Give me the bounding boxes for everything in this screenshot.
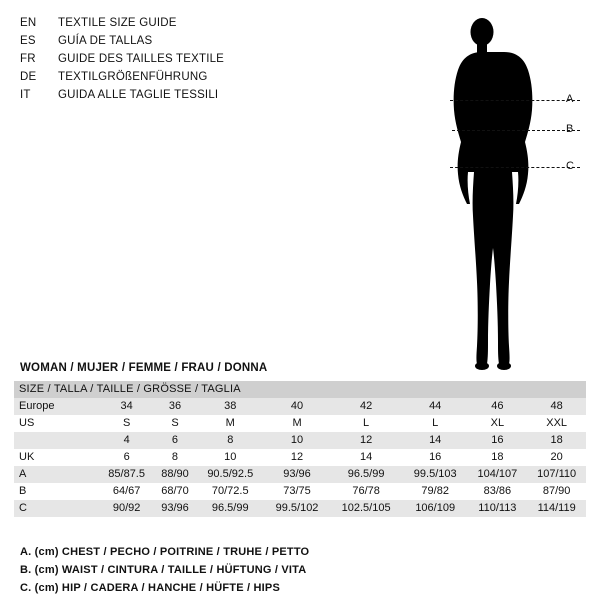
section-caption-woman: WOMAN / MUJER / FEMME / FRAU / DONNA <box>20 362 268 374</box>
table-row <box>14 500 586 517</box>
measure-line-waist <box>452 130 580 131</box>
cell: 8 <box>196 432 265 449</box>
cell: 102.5/105 <box>329 500 403 517</box>
cell: 64/67 <box>99 483 154 500</box>
measure-label-b: B <box>566 123 574 135</box>
cell: 114/119 <box>527 500 586 517</box>
cell: 6 <box>99 449 154 466</box>
cell: 107/110 <box>527 466 586 483</box>
row-label-c: C <box>14 500 99 517</box>
cell: 70/72.5 <box>196 483 265 500</box>
cell: XL <box>467 415 527 432</box>
table-row <box>14 432 586 449</box>
cell: 83/86 <box>467 483 527 500</box>
language-title-it: GUIDA ALLE TAGLIE TESSILI <box>58 89 219 101</box>
cell: 79/82 <box>403 483 467 500</box>
cell: 36 <box>154 398 195 415</box>
language-row-de <box>20 71 320 89</box>
cell: 90.5/92.5 <box>196 466 265 483</box>
cell: 14 <box>403 432 467 449</box>
cell: 76/78 <box>329 483 403 500</box>
cell: M <box>196 415 265 432</box>
cell: 88/90 <box>154 466 195 483</box>
cell: S <box>99 415 154 432</box>
row-label-uk: UK <box>14 449 99 466</box>
cell: 10 <box>265 432 329 449</box>
size-table <box>14 381 586 517</box>
measure-line-chest <box>450 100 580 101</box>
cell: 93/96 <box>154 500 195 517</box>
cell: 40 <box>265 398 329 415</box>
cell: 18 <box>527 432 586 449</box>
language-code-fr: FR <box>20 53 36 65</box>
table-row <box>14 483 586 500</box>
language-heading-block <box>20 17 320 107</box>
cell: 48 <box>527 398 586 415</box>
measure-label-c: C <box>566 160 574 172</box>
cell: 44 <box>403 398 467 415</box>
language-code-es: ES <box>20 35 36 47</box>
cell: L <box>329 415 403 432</box>
cell: 90/92 <box>99 500 154 517</box>
table-row <box>14 398 586 415</box>
cell: XXL <box>527 415 586 432</box>
footnote-b: B. (cm) WAIST / CINTURA / TAILLE / HÜFTUNG / VITA <box>20 564 307 576</box>
cell: 12 <box>329 432 403 449</box>
cell: 4 <box>99 432 154 449</box>
measure-label-a: A <box>566 93 574 105</box>
language-code-en: EN <box>20 17 37 29</box>
cell: 96.5/99 <box>329 466 403 483</box>
cell: 16 <box>467 432 527 449</box>
cell: 46 <box>467 398 527 415</box>
language-title-de: TEXTILGRÖßENFÜHRUNG <box>58 71 208 83</box>
table-row <box>14 415 586 432</box>
measure-line-hip <box>450 167 580 168</box>
table-header-label: SIZE / TALLA / TAILLE / GRÖSSE / TAGLIA <box>14 381 586 398</box>
female-body-silhouette-icon <box>420 10 590 370</box>
language-title-fr: GUIDE DES TAILLES TEXTILE <box>58 53 225 65</box>
row-label-b: B <box>14 483 99 500</box>
cell: 18 <box>467 449 527 466</box>
cell: 104/107 <box>467 466 527 483</box>
cell: 99.5/102 <box>265 500 329 517</box>
language-row-en <box>20 17 320 35</box>
cell: 10 <box>196 449 265 466</box>
language-title-es: GUÍA DE TALLAS <box>58 35 153 47</box>
table-row <box>14 449 586 466</box>
language-title-en: TEXTILE SIZE GUIDE <box>58 17 177 29</box>
language-row-es <box>20 35 320 53</box>
cell: 73/75 <box>265 483 329 500</box>
row-label-europe: Europe <box>14 398 99 415</box>
cell: 85/87.5 <box>99 466 154 483</box>
language-row-fr <box>20 53 320 71</box>
row-label-us: US <box>14 415 99 432</box>
cell: 34 <box>99 398 154 415</box>
footnote-c: C. (cm) HIP / CADERA / HANCHE / HÜFTE / HIPS <box>20 582 280 594</box>
footnotes <box>20 543 309 597</box>
language-code-it: IT <box>20 89 31 101</box>
cell: 93/96 <box>265 466 329 483</box>
cell: 8 <box>154 449 195 466</box>
figure-area <box>420 10 590 370</box>
language-row-it <box>20 89 320 107</box>
cell: 110/113 <box>467 500 527 517</box>
cell: 87/90 <box>527 483 586 500</box>
table-row-header <box>14 381 586 398</box>
table-row <box>14 466 586 483</box>
cell: 14 <box>329 449 403 466</box>
cell: 12 <box>265 449 329 466</box>
cell: 106/109 <box>403 500 467 517</box>
language-code-de: DE <box>20 71 37 83</box>
cell: 16 <box>403 449 467 466</box>
cell: 68/70 <box>154 483 195 500</box>
row-label-us-numeric <box>14 432 99 449</box>
cell: 38 <box>196 398 265 415</box>
cell: L <box>403 415 467 432</box>
row-label-a: A <box>14 466 99 483</box>
cell: 6 <box>154 432 195 449</box>
cell: 20 <box>527 449 586 466</box>
cell: 99.5/103 <box>403 466 467 483</box>
cell: 96.5/99 <box>196 500 265 517</box>
cell: M <box>265 415 329 432</box>
cell: S <box>154 415 195 432</box>
footnote-a: A. (cm) CHEST / PECHO / POITRINE / TRUHE / PETTO <box>20 546 310 558</box>
cell: 42 <box>329 398 403 415</box>
